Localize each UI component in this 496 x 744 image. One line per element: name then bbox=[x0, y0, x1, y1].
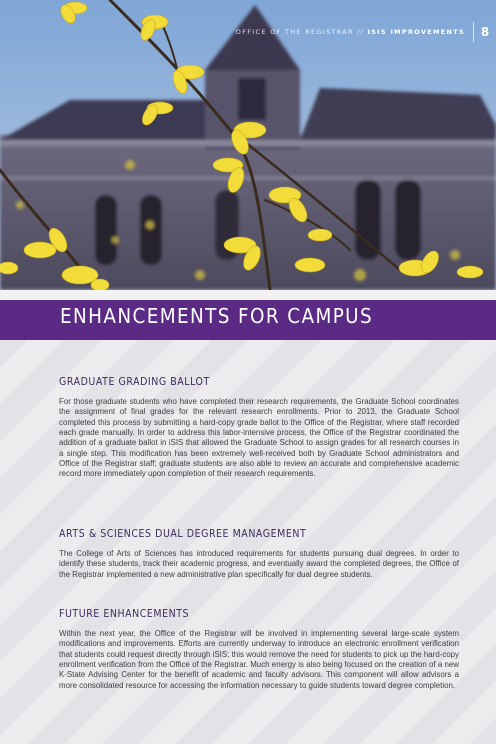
running-header bbox=[236, 22, 496, 42]
divider bbox=[0, 290, 496, 300]
section-future-enhancements bbox=[59, 608, 459, 691]
campus-photo bbox=[0, 0, 496, 290]
section-heading: GRADUATE GRADING BALLOT bbox=[59, 376, 210, 388]
page-number: 8 bbox=[473, 22, 496, 42]
section-body: The College of Arts of Sciences has introduced requirements for students pursuing dual degrees. In order to identify these students, track their academic progress, and eventually award the completed degrees, the Office of the Registrar implemented a new administrative plan specifically for dual degree students. bbox=[59, 549, 459, 579]
section-body: Within the next year, the Office of the Registrar will be involved in implementing several large-scale system modifications and improvements. Efforts are currently underway to introduce an electronic enrollment verification that students could request directly through iSIS; this would remove the need for students to pick up the hard-copy enrollment verification from the Office of the Registrar. Much energy is also being focused on the creation of a new K-State Advising Center for the benefit of academic and faculty advisors. This component will allow advisors a more consolidated resource for accessing the information necessary to guide students toward degree completion. bbox=[59, 629, 459, 690]
section-graduate-grading-ballot bbox=[59, 376, 459, 480]
section-heading: ARTS & SCIENCES DUAL DEGREE MANAGEMENT bbox=[59, 528, 307, 540]
banner-title: ENHANCEMENTS FOR CAMPUS bbox=[60, 304, 374, 328]
section-dual-degree bbox=[59, 528, 459, 580]
section-body: For those graduate students who have completed their research requirements, the Graduate School coordinates the assignment of final grades for the relevant research enrollments. Prior to 2013, the Graduate School completed this process by submitting a hard-copy grade ballot to the Office of the Registrar, where staff recorded each grade manually. In order to address this labor-intensive process, the Office of the Registrar coordinated the addition of a graduate ballot in iSIS that allowed the Graduate School to assign grades for all research courses in a single step. This modification has been extremely well-received both by Graduate School administrators and Office of the Registrar staff; graduate students are also able to review an accurate and comprehensive academic record more immediately upon completion of their research requirements. bbox=[59, 397, 459, 479]
running-title: OFFICE OF THE REGISTRAR // ISIS IMPROVEMENTS bbox=[235, 28, 465, 36]
section-heading: FUTURE ENHANCEMENTS bbox=[59, 608, 190, 620]
section-banner bbox=[0, 300, 496, 340]
